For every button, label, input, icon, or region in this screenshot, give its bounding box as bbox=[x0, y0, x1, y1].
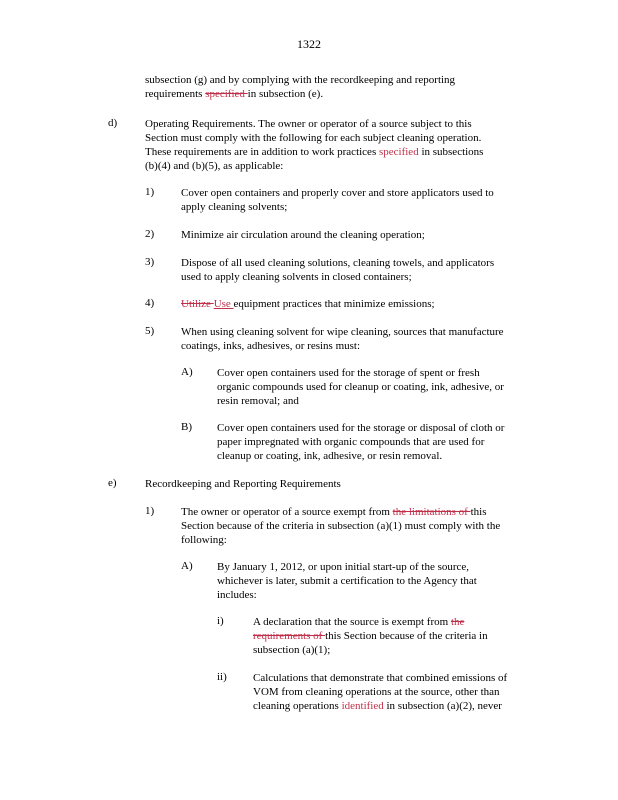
e-item-1-line-1: The owner or operator of a source exempt from the limitations of this bbox=[181, 506, 487, 518]
item-5a-label: A) bbox=[181, 366, 193, 378]
deleted-text: the limitations of bbox=[392, 506, 471, 518]
e-item-1a-ii-label: ii) bbox=[217, 671, 227, 683]
item-4-label: 4) bbox=[145, 297, 155, 309]
e-item-1a-i-label: i) bbox=[217, 615, 224, 627]
item-1-label: 1) bbox=[145, 186, 155, 198]
inserted-text: specified bbox=[378, 146, 419, 158]
e-item-1-line-3: following: bbox=[181, 534, 227, 546]
deleted-text: requirements of bbox=[253, 630, 326, 642]
item-4-line-1: Utilize Use equipment practices that minimize emissions; bbox=[181, 298, 435, 310]
item-5-line-1: When using cleaning solvent for wipe cleaning, sources that manufacture bbox=[181, 326, 504, 338]
e-item-1a-line-3: includes: bbox=[217, 589, 257, 601]
item-5-line-2: coatings, inks, adhesives, or resins must: bbox=[181, 340, 361, 352]
e-item-1-line-2: Section because of the criteria in subsection (a)(1) must comply with the bbox=[181, 520, 501, 532]
deleted-text: the bbox=[450, 616, 465, 628]
item-5b-label: B) bbox=[181, 421, 192, 433]
e-item-1a-ii-line-2: VOM from cleaning operations at the source, other than bbox=[253, 686, 500, 698]
item-2-label: 2) bbox=[145, 228, 155, 240]
item-3-label: 3) bbox=[145, 256, 155, 268]
section-e-label: e) bbox=[108, 477, 117, 489]
item-5b-line-2: paper impregnated with organic compounds that are used for bbox=[217, 436, 485, 448]
intro-line-2: requirements specified in subsection (e). bbox=[145, 88, 324, 100]
section-e-heading: Recordkeeping and Reporting Requirements bbox=[145, 478, 341, 490]
deleted-text: specified bbox=[205, 88, 248, 100]
section-d-line-1: Operating Requirements. The owner or operator of a source subject to this bbox=[145, 118, 472, 130]
item-5b-line-1: Cover open containers used for the storage or disposal of cloth or bbox=[217, 422, 505, 434]
e-item-1a-line-2: whichever is later, submit a certification to the Agency that bbox=[217, 575, 477, 587]
item-5a-line-1: Cover open containers used for the storage of spent or fresh bbox=[217, 367, 480, 379]
inserted-text: Use bbox=[213, 298, 234, 310]
section-d-line-4: (b)(4) and (b)(5), as applicable: bbox=[145, 160, 284, 172]
intro-line-1: subsection (g) and by complying with the recordkeeping and reporting bbox=[145, 74, 456, 86]
section-d-line-3: These requirements are in addition to work practices specified in subsections bbox=[145, 146, 484, 158]
inserted-text: identified bbox=[341, 700, 384, 712]
item-5-label: 5) bbox=[145, 325, 155, 337]
item-1-line-1: Cover open containers and properly cover and store applicators used to bbox=[181, 187, 494, 199]
e-item-1-label: 1) bbox=[145, 505, 155, 517]
e-item-1a-line-1: By January 1, 2012, or upon initial start-up of the source, bbox=[217, 561, 470, 573]
e-item-1a-ii-line-1: Calculations that demonstrate that combined emissions of bbox=[253, 672, 508, 684]
page-number: 1322 bbox=[297, 37, 321, 51]
e-item-1a-i-line-3: subsection (a)(1); bbox=[253, 644, 331, 656]
item-3-line-1: Dispose of all used cleaning solutions, cleaning towels, and applicators bbox=[181, 257, 495, 269]
item-1-line-2: apply cleaning solvents; bbox=[181, 201, 288, 213]
item-5a-line-3: resin removal; and bbox=[217, 395, 299, 407]
e-item-1a-i-line-1: A declaration that the source is exempt from the bbox=[253, 616, 465, 628]
e-item-1a-ii-line-3: cleaning operations identified in subsection (a)(2), never bbox=[253, 700, 502, 712]
item-5a-line-2: organic compounds used for cleanup or coating, ink, adhesive, or bbox=[217, 381, 504, 393]
e-item-1a-label: A) bbox=[181, 560, 193, 572]
section-d-label: d) bbox=[108, 117, 118, 129]
section-d-line-2: Section must comply with the following for each subject cleaning operation. bbox=[145, 132, 482, 144]
item-2-line-1: Minimize air circulation around the cleaning operation; bbox=[181, 229, 425, 241]
e-item-1a-i-line-2: requirements of this Section because of the criteria in bbox=[253, 630, 488, 642]
deleted-text: Utilize bbox=[181, 298, 214, 310]
item-3-line-2: used to apply cleaning solvents in closed containers; bbox=[181, 271, 412, 283]
item-5b-line-3: cleanup or coating, ink, adhesive, or resin removal. bbox=[217, 450, 443, 462]
